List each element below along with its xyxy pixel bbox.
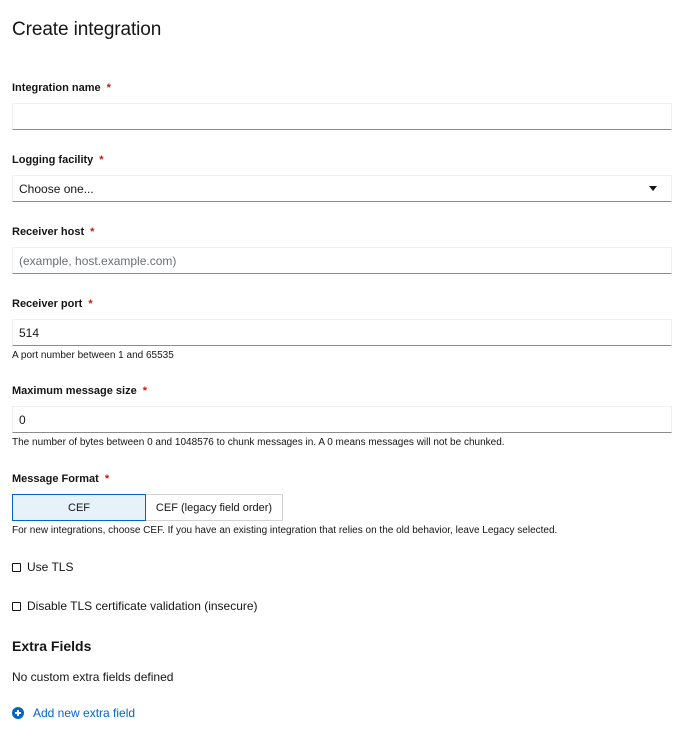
integration-name-label-text: Integration name xyxy=(12,82,101,94)
message-format-helper: For new integrations, choose CEF. If you have an existing integration that relies on the old behavior, leave Legacy selected. xyxy=(12,525,558,536)
extra-fields-title: Extra Fields xyxy=(12,638,92,654)
disable-tls-validation-label[interactable]: Disable TLS certificate validation (insecure) xyxy=(27,599,258,613)
required-indicator: * xyxy=(104,473,110,485)
message-format-label xyxy=(12,473,109,485)
logging-facility-selected-value: Choose one... xyxy=(19,181,94,196)
receiver-port-helper: A port number between 1 and 65535 xyxy=(12,350,174,361)
receiver-port-label xyxy=(12,298,93,310)
required-indicator: * xyxy=(99,154,104,166)
receiver-port-label-text: Receiver port xyxy=(12,298,83,310)
add-extra-field-button[interactable] xyxy=(12,706,135,720)
logging-facility-select[interactable] xyxy=(12,175,672,202)
required-indicator: * xyxy=(142,385,148,397)
required-indicator: * xyxy=(90,226,95,238)
plus-circle-icon xyxy=(12,707,24,719)
max-message-size-helper: The number of bytes between 0 and 1048576 to chunk messages in. A 0 means messages will not be chunked. xyxy=(12,437,505,448)
extra-fields-empty-text: No custom extra fields defined xyxy=(12,670,174,684)
message-format-toggle-group xyxy=(12,494,283,521)
add-extra-field-label: Add new extra field xyxy=(33,706,136,720)
integration-name-label xyxy=(12,82,111,94)
receiver-host-label-text: Receiver host xyxy=(12,226,85,238)
message-format-label-text: Message Format xyxy=(12,473,99,485)
max-message-size-label-text: Maximum message size xyxy=(12,385,137,397)
message-format-cef-legacy-option[interactable]: CEF (legacy field order) xyxy=(146,494,283,521)
receiver-port-input[interactable] xyxy=(12,319,672,346)
max-message-size-input[interactable] xyxy=(12,406,672,433)
page-title: Create integration xyxy=(12,19,162,40)
use-tls-row xyxy=(12,560,73,574)
integration-name-input[interactable] xyxy=(12,103,672,130)
max-message-size-label xyxy=(12,385,147,397)
logging-facility-label xyxy=(12,154,104,166)
logging-facility-label-text: Logging facility xyxy=(12,154,94,166)
use-tls-checkbox[interactable] xyxy=(12,563,21,572)
message-format-cef-option[interactable]: CEF xyxy=(12,494,146,521)
caret-down-icon xyxy=(649,186,657,191)
receiver-host-input[interactable] xyxy=(12,247,672,274)
use-tls-label[interactable]: Use TLS xyxy=(27,560,74,574)
disable-tls-validation-row xyxy=(12,599,258,613)
required-indicator: * xyxy=(106,82,111,94)
disable-tls-validation-checkbox[interactable] xyxy=(12,602,21,611)
required-indicator: * xyxy=(88,298,93,310)
receiver-host-label xyxy=(12,226,94,238)
